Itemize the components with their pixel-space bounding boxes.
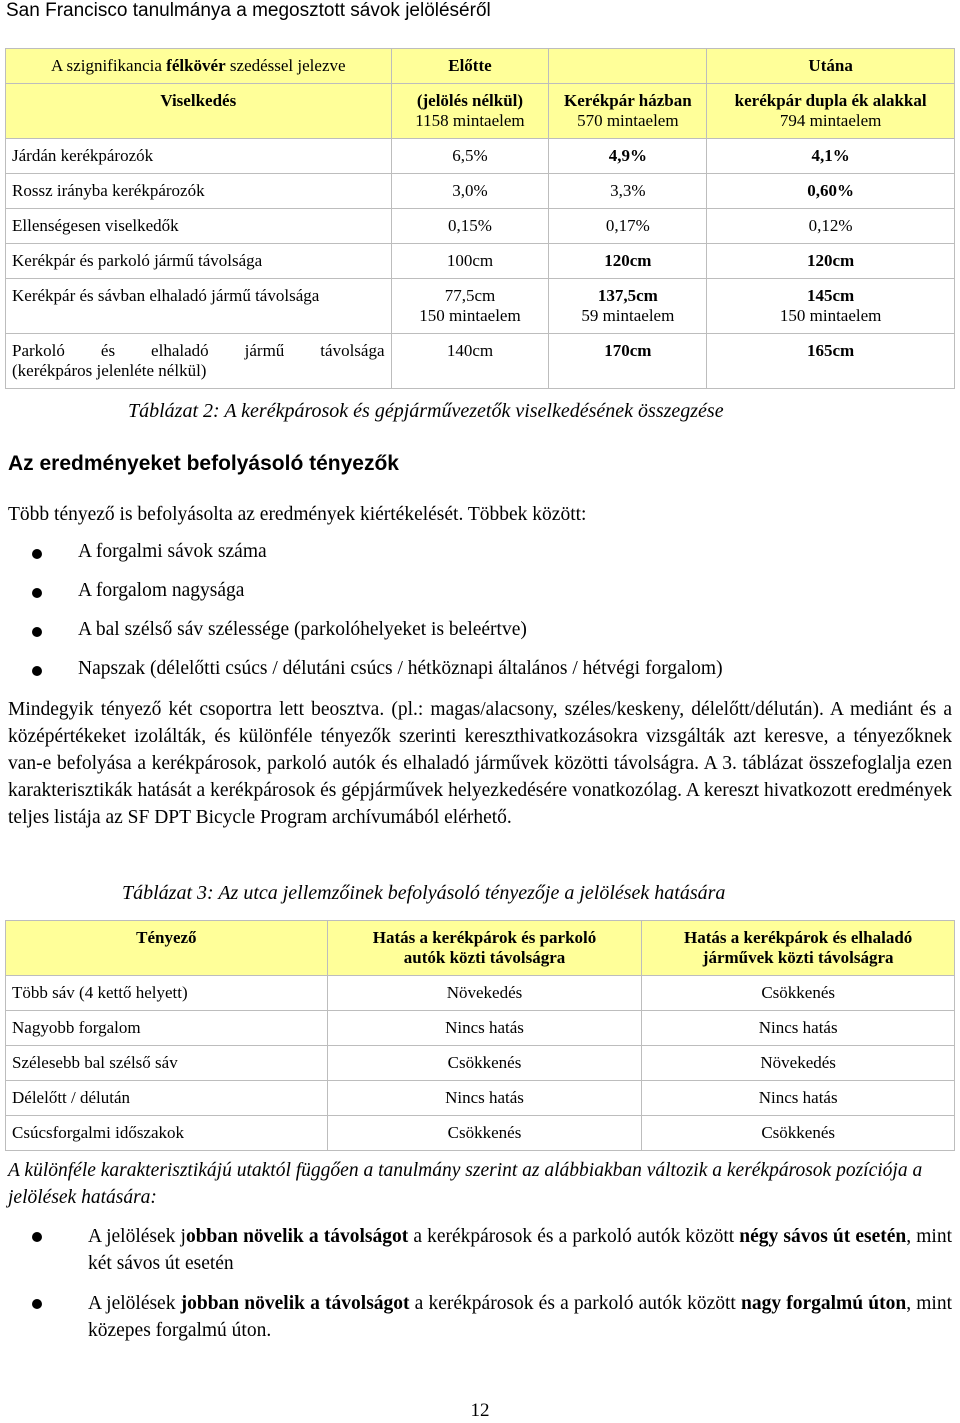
list-item: A jelölések jobban növelik a távolságot a kerékpárosok és a parkoló autók között négy sávos út esetén, mint két sávos út esetén: [8, 1223, 952, 1277]
after-header: Utána: [707, 49, 955, 84]
intro-text: Több tényező is befolyásolta az eredmények kiértékelését. Többek között:: [8, 504, 587, 525]
row-label: Kerékpár és sávban elhaladó jármű távolsága: [6, 279, 392, 334]
cell: 0,17%: [549, 209, 707, 244]
behavior-header: Viselkedés: [6, 84, 392, 139]
row-label: Rossz irányba kerékpározók: [6, 174, 392, 209]
page-number: 12: [470, 1400, 490, 1421]
row-label: Kerékpár és parkoló jármű távolsága: [6, 244, 392, 279]
list-item: A jelölések jobban növelik a távolságot a kerékpárosok és a parkoló autók között nagy forgalmú úton, mint közepes forgalmú úton.: [8, 1290, 952, 1344]
column-header: (jelölés nélkül) 1158 mintaelem: [391, 84, 549, 139]
table-row: Délelőtt / délután Nincs hatás Nincs hatás: [6, 1081, 955, 1116]
italic-intro: A különféle karakterisztikájú utaktól függően a tanulmány szerint az alábbiakban változik a kerékpárosok pozíciója a jelölések hatására:: [8, 1160, 923, 1208]
cell: 165cm: [707, 334, 955, 389]
cell: 137,5cm 59 mintaelem: [549, 279, 707, 334]
column-header: kerékpár dupla ék alakkal 794 mintaelem: [707, 84, 955, 139]
factors-table: [5, 920, 955, 1151]
cell: 6,5%: [391, 139, 549, 174]
bullet-icon: [32, 666, 42, 676]
before-header: Előtte: [391, 49, 549, 84]
table-row: Nagyobb forgalom Nincs hatás Nincs hatás: [6, 1011, 955, 1046]
bullet-icon: [32, 1299, 42, 1309]
row-label: Járdán kerékpározók: [6, 139, 392, 174]
cell: 120cm: [549, 244, 707, 279]
table-row: Csúcsforgalmi időszakok Csökkenés Csökkenés: [6, 1116, 955, 1151]
column-header: Hatás a kerékpárok és elhaladó járművek közti távolságra: [642, 921, 955, 976]
section-title: Az eredményeket befolyásoló tényezők: [8, 452, 399, 475]
column-header: Kerékpár házban 570 mintaelem: [549, 84, 707, 139]
table-row: [6, 334, 955, 389]
bullet-icon: [32, 1232, 42, 1242]
table-row: [6, 921, 955, 976]
table-row: [6, 279, 955, 334]
body-paragraph: Mindegyik tényező két csoportra lett beosztva. (pl.: magas/alacsony, széles/keskeny, délelőtt/délután). A mediánt és a középértékeket izolálták, és különféle tényezők szerinti kereszthivatkozásokra vizsgálták azt keresve, a tényezőknek van-e befolyása a kerékpárosok, parkoló autók és elhaladó járművek közötti távolságra. A 3. táblázat összefoglalja ezen karakterisztikák hatását a kerékpárosok és gépjárművek helyezkedésére vonatkozólag. A kereszt hivatkozott eredmények teljes listája az SF DPT Bicycle Program archívumából elérhető.: [8, 699, 952, 828]
cell: 0,12%: [707, 209, 955, 244]
table-row: [6, 49, 955, 84]
bullet-icon: [32, 627, 42, 637]
significance-note: A szignifikancia félkövér szedéssel jelezve: [6, 49, 392, 84]
table-row: [6, 209, 955, 244]
cell: 170cm: [549, 334, 707, 389]
summary-table: [5, 48, 955, 389]
bullet-icon: [32, 588, 42, 598]
cell: 145cm 150 mintaelem: [707, 279, 955, 334]
cell: 0,60%: [707, 174, 955, 209]
cell: 140cm: [391, 334, 549, 389]
document-header: San Francisco tanulmánya a megosztott sávok jelöléséről: [6, 0, 491, 21]
table-row: [6, 84, 955, 139]
cell: 4,1%: [707, 139, 955, 174]
cell: 100cm: [391, 244, 549, 279]
table-caption: Táblázat 2: A kerékpárosok és gépjárművezetők viselkedésének összegzése: [128, 400, 724, 422]
table-row: [6, 139, 955, 174]
table-row: [6, 244, 955, 279]
column-header: Tényező: [6, 921, 328, 976]
cell: 3,0%: [391, 174, 549, 209]
row-label: Parkoló és elhaladó jármű távolsága (kerékpáros jelenléte nélkül): [6, 334, 392, 389]
table-row: Szélesebb bal szélső sáv Csökkenés Növekedés: [6, 1046, 955, 1081]
table-row: Több sáv (4 kettő helyett) Növekedés Csökkenés: [6, 976, 955, 1011]
row-label: Ellenségesen viselkedők: [6, 209, 392, 244]
bullet-icon: [32, 549, 42, 559]
column-header: Hatás a kerékpárok és parkoló autók közti távolságra: [327, 921, 642, 976]
cell: 3,3%: [549, 174, 707, 209]
cell: 120cm: [707, 244, 955, 279]
cell: 0,15%: [391, 209, 549, 244]
table-caption: Táblázat 3: Az utca jellemzőinek befolyásoló tényezője a jelölések hatására: [122, 882, 726, 904]
table-row: [6, 174, 955, 209]
cell: 4,9%: [549, 139, 707, 174]
cell: 77,5cm 150 mintaelem: [391, 279, 549, 334]
